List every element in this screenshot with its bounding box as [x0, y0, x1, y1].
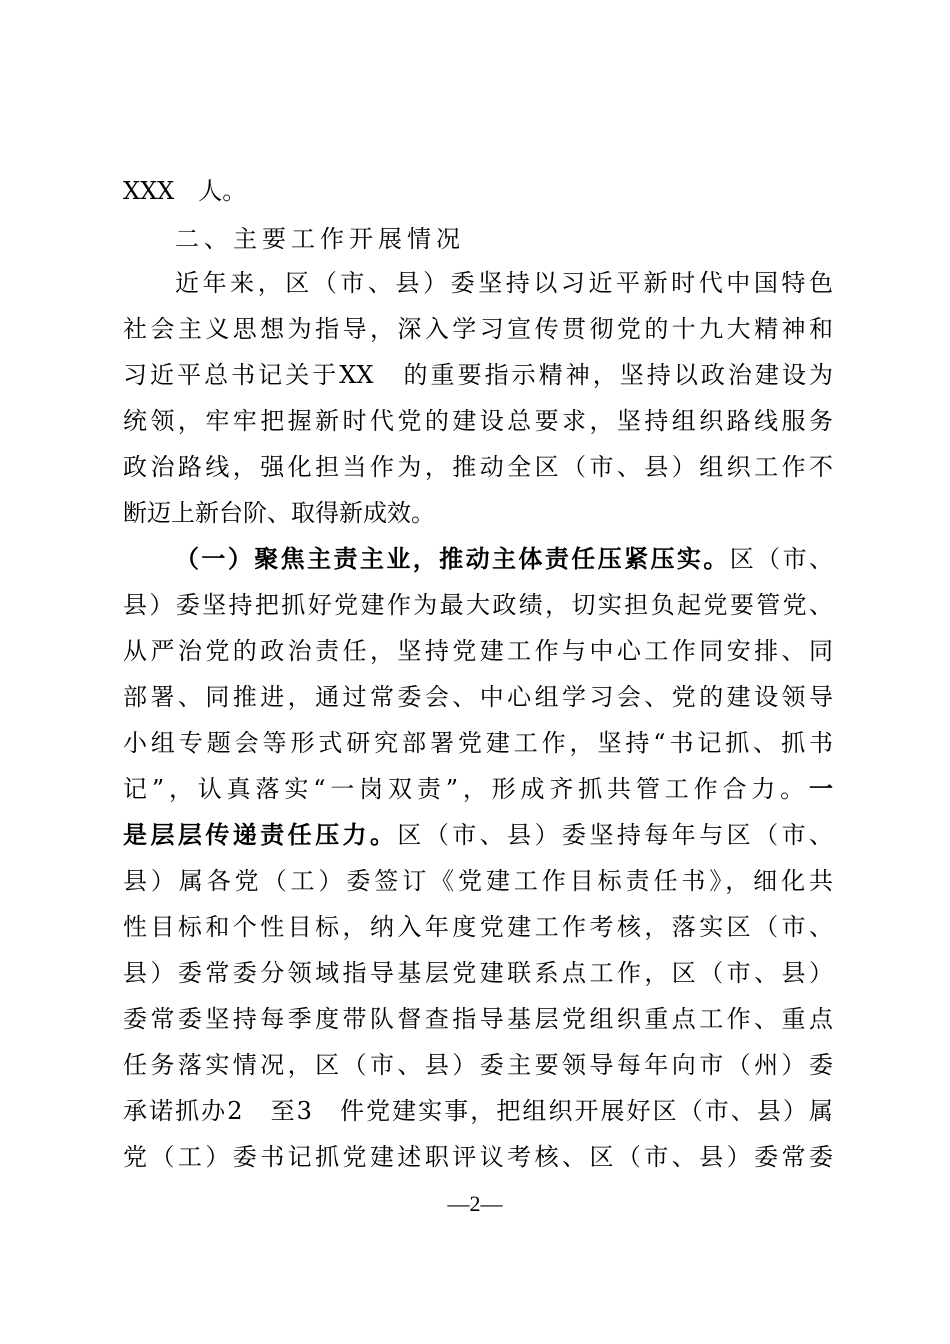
text-line: 承诺抓办2 至3 件党建实事，把组织开展好区（市、县）属: [123, 1097, 833, 1125]
text-line: 政治路线，强化担当作为，推动全区（市、县）组织工作不: [123, 453, 833, 481]
text-line: 近年来，区（市、县）委坚持以习近平新时代中国特色: [175, 269, 833, 297]
text-line: 部署、同推进，通过常委会、中心组学习会、党的建设领导: [123, 683, 833, 711]
text-line: [123, 820, 833, 850]
text-line: 县）委常委分领域指导基层党建联系点工作，区（市、县）: [123, 959, 833, 987]
subsection-heading: （一）聚焦主责主业，推动主体责任压紧压实。: [175, 544, 730, 573]
text-line: 习近平总书记关于XX 的重要指示精神，坚持以政治建设为: [123, 361, 833, 389]
text-line: 县）委坚持把抓好党建作为最大政绩，切实担负起党要管党、: [123, 591, 833, 619]
text-line: XXX 人。: [123, 177, 247, 205]
text-line: 性目标和个性目标，纳入年度党建工作考核，落实区（市、: [123, 913, 833, 941]
text-span: 区（市、: [729, 545, 833, 573]
text-line: 从严治党的政治责任，坚持党建工作与中心工作同安排、同: [123, 637, 833, 665]
page-number: —2—: [447, 1191, 503, 1216]
text-span: 记”，认真落实“一岗双责”，形成齐抓共管工作合力。: [123, 775, 809, 803]
text-line: [123, 774, 833, 804]
text-line: 县）属各党（工）委签订《党建工作目标责任书》，细化共: [123, 867, 833, 895]
section-heading: 二、主要工作开展情况: [175, 225, 465, 253]
text-line: 任务落实情况，区（市、县）委主要领导每年向市（州）委: [123, 1051, 833, 1079]
text-line: 社会主义思想为指导，深入学习宣传贯彻党的十九大精神和: [123, 315, 833, 343]
bold-span: 是层层传递责任压力。: [123, 820, 398, 849]
text-line: 统领，牢牢把握新时代党的建设总要求，坚持组织路线服务: [123, 407, 833, 435]
text-line: 委常委坚持每季度带队督查指导基层党组织重点工作、重点: [123, 1005, 833, 1033]
text-line: 断迈上新台阶、取得新成效。: [123, 499, 435, 527]
text-span: 区（市、县）委坚持每年与区（市、: [397, 821, 834, 849]
text-line: 小组专题会等形式研究部署党建工作，坚持“书记抓、抓书: [123, 729, 833, 757]
bold-span: 一: [809, 774, 833, 803]
text-line: [175, 544, 833, 574]
text-line: 党（工）委书记抓党建述职评议考核、区（市、县）委常委: [123, 1143, 833, 1171]
